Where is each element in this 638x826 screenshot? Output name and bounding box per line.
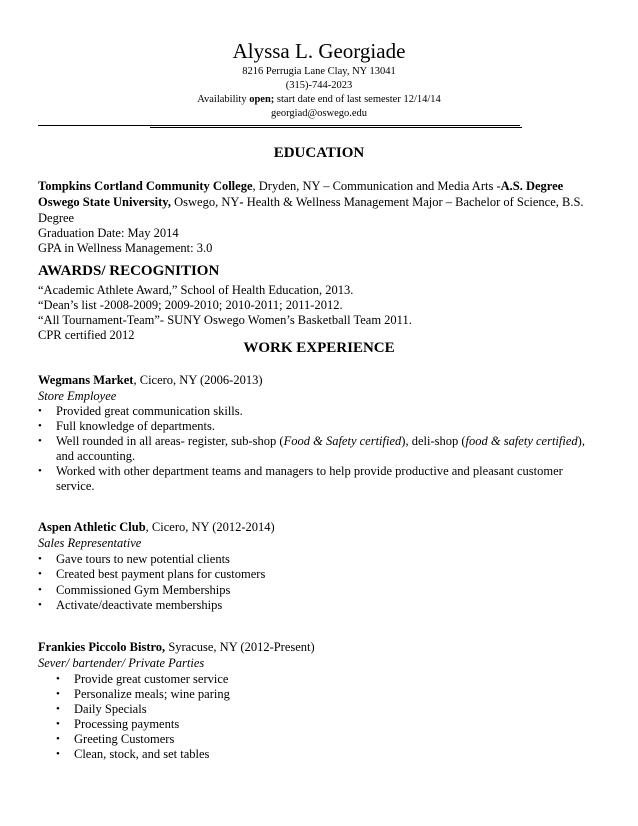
awards-heading: AWARDS/ RECOGNITION (38, 263, 220, 279)
gpa: GPA in Wellness Management: 3.0 (38, 241, 213, 255)
bullet-icon: • (56, 733, 60, 745)
job-1-employer: Wegmans Market (38, 373, 134, 387)
graduation-date: Graduation Date: May 2014 (38, 226, 179, 240)
availability (0, 94, 638, 105)
bullet-icon: • (38, 553, 42, 565)
job-3-title: Sever/ bartender/ Private Parties (38, 656, 205, 670)
job-1-bullet: Worked with other department teams and managers to help provide productive and pleasant customer (56, 464, 563, 478)
bullet-text: ), (577, 434, 585, 448)
bullet-icon: • (38, 568, 42, 580)
job-1-bullet (56, 434, 585, 449)
bullet-text: ), deli-shop ( (401, 434, 466, 448)
school-1-degree: A.S. Degree (500, 179, 564, 193)
phone: (315)-744-2023 (285, 80, 353, 91)
job-2-bullet: Commissioned Gym Memberships (56, 583, 231, 597)
availability-suffix: start date end of last semester 12/14/14 (274, 94, 441, 105)
education-heading: EDUCATION (273, 145, 365, 161)
bullet-icon: • (38, 405, 42, 417)
school-2-detail: Health & Wellness Management Major – Bachelor of Science, B.S. (243, 195, 584, 209)
availability-status: open; (249, 94, 275, 105)
job-1-location: , Cicero, NY (2006-2013) (133, 373, 263, 387)
bullet-icon: • (56, 703, 60, 715)
job-2-bullet: Activate/deactivate memberships (56, 598, 223, 612)
award-item: “Academic Athlete Award,” School of Health Education, 2013. (38, 283, 354, 297)
award-item: CPR certified 2012 (38, 328, 135, 342)
job-2-bullet: Created best payment plans for customers (56, 567, 266, 581)
job-2-title: Sales Representative (38, 536, 142, 550)
job-2-header (38, 520, 275, 535)
bullet-icon: • (38, 420, 42, 432)
bullet-icon: • (38, 435, 42, 447)
education-school-1 (38, 179, 563, 194)
job-3-bullet: Greeting Customers (74, 732, 175, 746)
job-3-bullet: Clean, stock, and set tables (74, 747, 210, 761)
school-2-degree: Degree (38, 211, 75, 225)
certification-text: Food & Safety certified (283, 434, 402, 448)
work-heading: WORK EXPERIENCE (243, 340, 395, 356)
job-1-bullet: Provided great communication skills. (56, 404, 243, 418)
email: georgiad@oswego.edu (270, 108, 368, 119)
job-1-bullet-continuation: service. (56, 479, 95, 493)
school-1-detail: , Dryden, NY – Communication and Media Arts - (252, 179, 501, 193)
bullet-icon: • (56, 688, 60, 700)
bullet-text: Well rounded in all areas- register, sub-shop ( (56, 434, 284, 448)
award-item: “All Tournament-Team”- SUNY Oswego Women’s Basketball Team 2011. (38, 313, 412, 327)
address: 8216 Perrugia Lane Clay, NY 13041 (242, 66, 396, 77)
header-divider (38, 125, 520, 126)
education-school-2 (38, 195, 584, 210)
job-3-employer: Frankies Piccolo Bistro, (38, 640, 166, 654)
job-3-bullet: Provide great customer service (74, 672, 229, 686)
job-1-bullet-continuation: and accounting. (56, 449, 136, 463)
school-2-location: Oswego, NY (170, 195, 240, 209)
job-2-location: , Cicero, NY (2012-2014) (145, 520, 275, 534)
award-item: “Dean’s list -2008-2009; 2009-2010; 2010-2011; 2011-2012. (38, 298, 343, 312)
job-3-bullet: Processing payments (74, 717, 180, 731)
school-2-name: Oswego State University, (38, 195, 171, 209)
header-divider-2 (150, 127, 522, 128)
job-1-title: Store Employee (38, 389, 117, 403)
bullet-icon: • (38, 599, 42, 611)
job-3-bullet: Personalize meals; wine paring (74, 687, 230, 701)
job-1-header (38, 373, 263, 388)
job-3-bullet: Daily Specials (74, 702, 147, 716)
certification-text: food & safety certified (465, 434, 578, 448)
candidate-name: Alyssa L. Georgiade (232, 39, 406, 63)
bullet-icon: • (56, 673, 60, 685)
availability-prefix: Availability (197, 94, 250, 105)
job-3-header (38, 640, 315, 655)
school-2-dash: - (239, 195, 244, 209)
bullet-icon: • (38, 584, 42, 596)
job-2-bullet: Gave tours to new potential clients (56, 552, 230, 566)
job-1-bullet: Full knowledge of departments. (56, 419, 215, 433)
bullet-icon: • (56, 718, 60, 730)
bullet-icon: • (38, 465, 42, 477)
job-3-location: Syracuse, NY (2012-Present) (165, 640, 315, 654)
school-1-name: Tompkins Cortland Community College (38, 179, 253, 193)
job-2-employer: Aspen Athletic Club (38, 520, 146, 534)
bullet-icon: • (56, 748, 60, 760)
